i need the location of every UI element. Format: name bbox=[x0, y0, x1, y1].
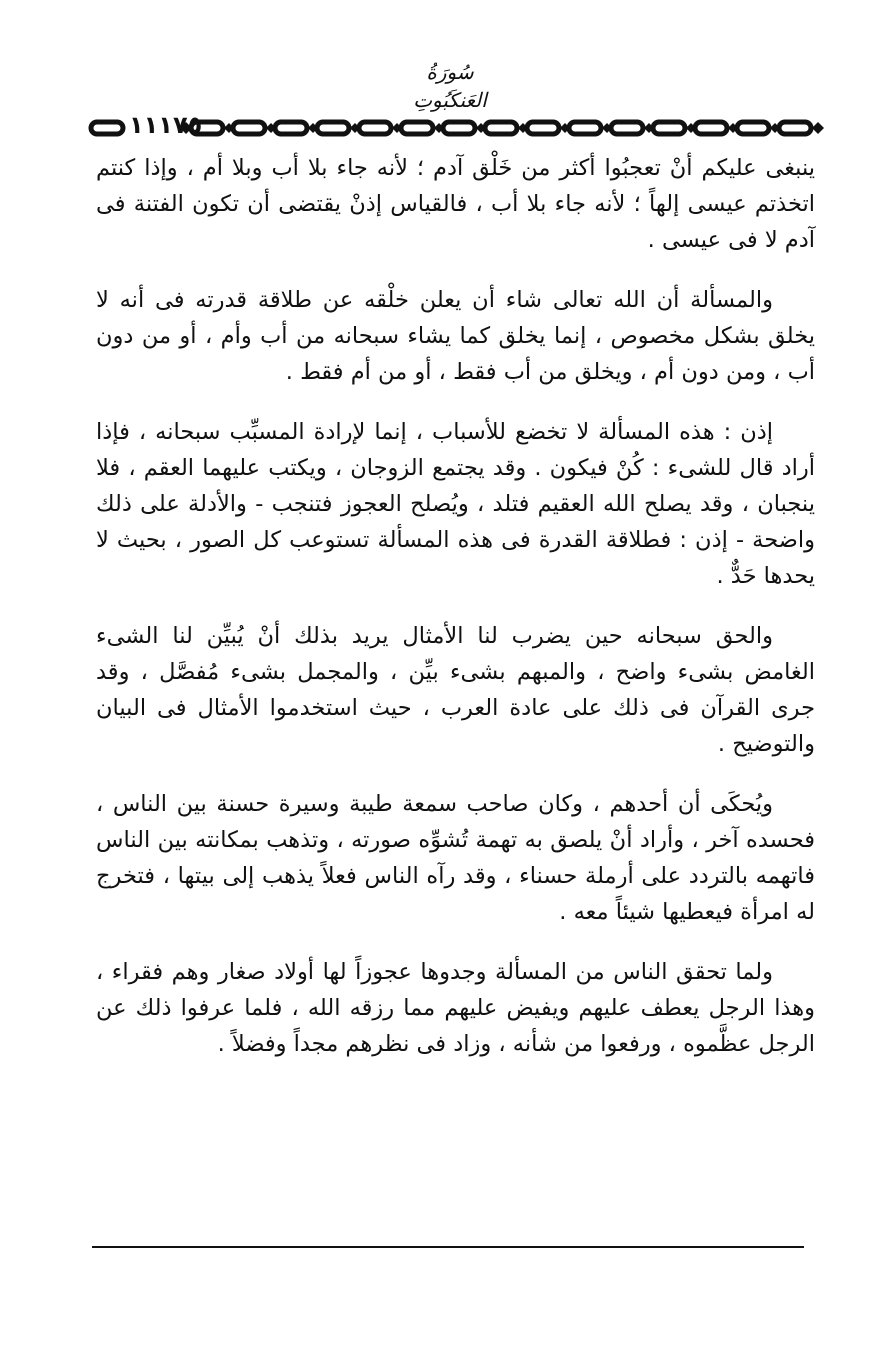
page-text bbox=[96, 150, 815, 1062]
bottom-rule bbox=[92, 1246, 804, 1248]
paragraph-6: ولما تحقق الناس من المسألة وجدوها عجوزاً لها أولاد صغار وهم فقراء ، وهذا الرجل يعطف عليهم ويفيض عليهم مما رزقه الله ، فلما عرفوا ذلك عن الرجل عظَّموه ، ورفعوا من شأنه ، وزاد فى نظرهم مجداً وفضلاً . bbox=[96, 959, 815, 1057]
paragraph-1: ينبغى عليكم أنْ تعجبُوا أكثر من خَلْق آدم ؛ لأنه جاء بلا أب وبلا أم ، وإذا كنتم اتخذتم عيسى إلهاً ؛ لأنه جاء بلا أب ، فالقياس إذنْ يقتضى أن تكون الفتنة فى آدم لا فى عيسى . bbox=[96, 155, 815, 253]
paragraph-spacing bbox=[96, 930, 815, 954]
surah-title: سُورَةُ العَنكَبُوتِ bbox=[413, 60, 487, 112]
paragraph-5: ويُحكَى أن أحدهم ، وكان صاحب سمعة طيبة وسيرة حسنة بين الناس ، فحسده آخر ، وأراد أنْ يلصق به تهمة تُشوِّه صورته ، وتذهب بمكانته بين الناس فاتهمه بالتردد على أرملة حسناء ، وقد رآه الناس فعلاً يذهب إلى بيتها ، فتخرج له امرأة فيعطيها شيئاً معه . bbox=[96, 791, 815, 925]
paragraph-spacing bbox=[96, 762, 815, 786]
paragraph-2: والمسألة أن الله تعالى شاء أن يعلن خلْقه عن طلاقة قدرته فى أنه لا يخلق بشكل مخصوص ، إنما يخلق كما يشاء سبحانه من أب وأم ، أو من دون أب ، ومن دون أم ، ويخلق من أب فقط ، أو من أم فقط . bbox=[96, 287, 815, 385]
paragraph-3: إذن : هذه المسألة لا تخضع للأسباب ، إنما لإرادة المسبِّب سبحانه ، فإذا أراد قال للشىء : كُنْ فيكون . وقد يجتمع الزوجان ، ويكتب عليهما العقم ، فلا ينجبان ، وقد يصلح الله العقيم فتلد ، ويُصلح العجوز فتنجب - والأدلة على ذلك واضحة - إذن : فطلاقة القدرة فى هذه المسألة تستوعب كل الصور ، بحيث لا يحدها حَدٌّ . bbox=[96, 419, 815, 589]
paragraph-spacing bbox=[96, 390, 815, 414]
paragraph-spacing bbox=[96, 594, 815, 618]
paragraph-spacing bbox=[96, 258, 815, 282]
page-number: ١١١٧٥ bbox=[129, 111, 203, 139]
paragraph-4: والحق سبحانه حين يضرب لنا الأمثال يريد بذلك أنْ يُبيِّن لنا الشىء الغامض بشىء واضح ، والمبهم بشىء بيِّن ، والمجمل بشىء مُفصَّل ، وقد جرى القرآن فى ذلك على عادة العرب ، حيث استخدموا الأمثال فى البيان والتوضيح . bbox=[96, 623, 815, 757]
